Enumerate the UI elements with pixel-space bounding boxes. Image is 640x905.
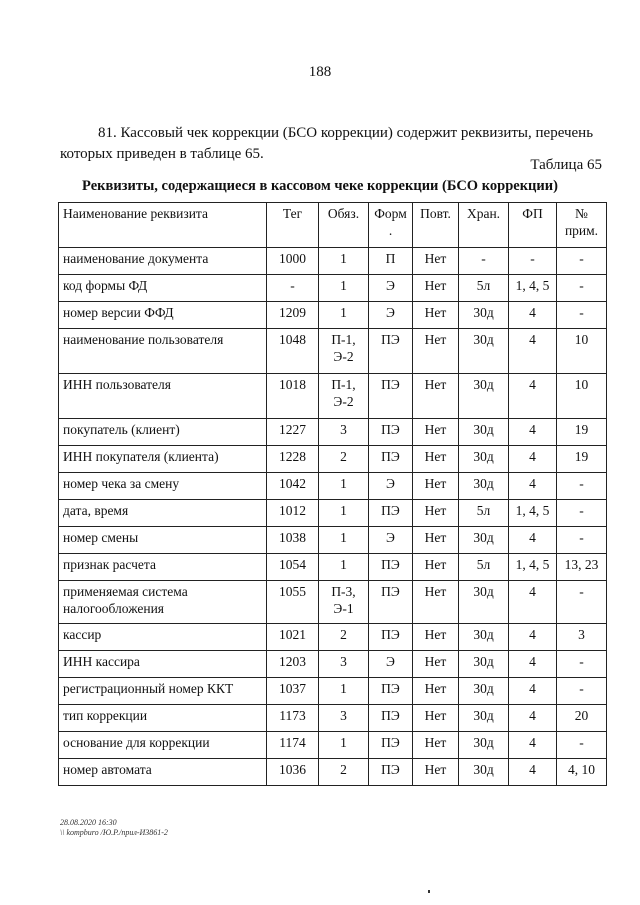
cell-form: ПЭ xyxy=(369,554,413,581)
cell-repeat: Нет xyxy=(413,624,459,651)
cell-note: 13, 23 xyxy=(557,554,607,581)
cell-name: регистрационный номер ККТ xyxy=(59,678,267,705)
cell-form: ПЭ xyxy=(369,732,413,759)
cell-tag: 1055 xyxy=(267,581,319,624)
cell-tag: - xyxy=(267,275,319,302)
cell-repeat: Нет xyxy=(413,302,459,329)
cell-storage: 5л xyxy=(459,500,509,527)
cell-tag: 1048 xyxy=(267,329,319,374)
cell-storage: 30д xyxy=(459,329,509,374)
cell-name: номер смены xyxy=(59,527,267,554)
cell-form: ПЭ xyxy=(369,419,413,446)
cell-storage: 30д xyxy=(459,581,509,624)
table-caption: Реквизиты, содержащиеся в кассовом чеке коррекции (БСО коррекции) xyxy=(82,178,558,194)
table-row xyxy=(59,374,607,419)
cell-name: покупатель (клиент) xyxy=(59,419,267,446)
table-row xyxy=(59,759,607,786)
cell-form: ПЭ xyxy=(369,678,413,705)
cell-obligatory: 1 xyxy=(319,732,369,759)
cell-name: наименование пользователя xyxy=(59,329,267,374)
cell-fp: 1, 4, 5 xyxy=(509,554,557,581)
cell-note: 3 xyxy=(557,624,607,651)
cell-form: Э xyxy=(369,651,413,678)
cell-name: кассир xyxy=(59,624,267,651)
cell-obligatory: 2 xyxy=(319,624,369,651)
cell-name: тип коррекции xyxy=(59,705,267,732)
cell-form: Э xyxy=(369,473,413,500)
table-row xyxy=(59,302,607,329)
cell-tag: 1037 xyxy=(267,678,319,705)
cell-obligatory: 1 xyxy=(319,554,369,581)
cell-form: ПЭ xyxy=(369,329,413,374)
cell-obligatory: 2 xyxy=(319,759,369,786)
header-fp: ФП xyxy=(509,203,557,248)
cell-storage: 30д xyxy=(459,732,509,759)
table-row xyxy=(59,500,607,527)
table-row xyxy=(59,248,607,275)
cell-name: номер чека за смену xyxy=(59,473,267,500)
table-row xyxy=(59,527,607,554)
cell-note: - xyxy=(557,678,607,705)
cell-storage: 30д xyxy=(459,759,509,786)
cell-obligatory: 1 xyxy=(319,473,369,500)
cell-fp: - xyxy=(509,248,557,275)
cell-tag: 1054 xyxy=(267,554,319,581)
cell-note: - xyxy=(557,732,607,759)
cell-form: ПЭ xyxy=(369,500,413,527)
table-row xyxy=(59,473,607,500)
cell-form: ПЭ xyxy=(369,759,413,786)
cell-fp: 4 xyxy=(509,624,557,651)
intro-paragraph xyxy=(60,123,605,165)
cell-note: - xyxy=(557,473,607,500)
scan-speck xyxy=(428,890,430,893)
cell-storage: 5л xyxy=(459,554,509,581)
cell-repeat: Нет xyxy=(413,651,459,678)
cell-name: код формы ФД xyxy=(59,275,267,302)
cell-form: ПЭ xyxy=(369,581,413,624)
cell-name: признак расчета xyxy=(59,554,267,581)
cell-storage: 30д xyxy=(459,678,509,705)
cell-storage: 30д xyxy=(459,705,509,732)
header-storage: Хран. xyxy=(459,203,509,248)
cell-storage: 5л xyxy=(459,275,509,302)
cell-obligatory: 1 xyxy=(319,275,369,302)
cell-repeat: Нет xyxy=(413,527,459,554)
cell-repeat: Нет xyxy=(413,554,459,581)
table-row xyxy=(59,446,607,473)
footer-path: \\ kompburo /Ю.Р./прил-ИЗ861-2 xyxy=(60,828,168,837)
cell-name: ИНН пользователя xyxy=(59,374,267,419)
requisites-table xyxy=(58,202,607,786)
table-reference: Таблица 65 xyxy=(530,157,602,173)
cell-obligatory: 1 xyxy=(319,248,369,275)
cell-fp: 4 xyxy=(509,651,557,678)
table-row xyxy=(59,651,607,678)
cell-name: основание для коррекции xyxy=(59,732,267,759)
table-row xyxy=(59,624,607,651)
cell-repeat: Нет xyxy=(413,500,459,527)
cell-repeat: Нет xyxy=(413,473,459,500)
cell-obligatory: П-1, Э-2 xyxy=(319,374,369,419)
cell-repeat: Нет xyxy=(413,248,459,275)
cell-tag: 1021 xyxy=(267,624,319,651)
cell-tag: 1000 xyxy=(267,248,319,275)
cell-name: применяемая система налогообложения xyxy=(59,581,267,624)
cell-form: Э xyxy=(369,527,413,554)
cell-form: ПЭ xyxy=(369,705,413,732)
table-row xyxy=(59,275,607,302)
intro-line-1: 81. Кассовый чек коррекции (БСО коррекции) содержит реквизиты, перечень xyxy=(98,125,594,141)
table-row xyxy=(59,581,607,624)
cell-storage: 30д xyxy=(459,302,509,329)
cell-storage: 30д xyxy=(459,473,509,500)
cell-fp: 4 xyxy=(509,446,557,473)
cell-fp: 4 xyxy=(509,705,557,732)
cell-name: наименование документа xyxy=(59,248,267,275)
table-row xyxy=(59,554,607,581)
cell-repeat: Нет xyxy=(413,419,459,446)
cell-note: - xyxy=(557,581,607,624)
footer-stamp xyxy=(60,818,168,838)
cell-name: номер автомата xyxy=(59,759,267,786)
header-name: Наименование реквизита xyxy=(59,203,267,248)
cell-obligatory: 1 xyxy=(319,678,369,705)
cell-note: 4, 10 xyxy=(557,759,607,786)
header-obligatory: Обяз. xyxy=(319,203,369,248)
table-row xyxy=(59,678,607,705)
cell-tag: 1174 xyxy=(267,732,319,759)
cell-name: ИНН покупателя (клиента) xyxy=(59,446,267,473)
cell-storage: 30д xyxy=(459,527,509,554)
cell-name: ИНН кассира xyxy=(59,651,267,678)
cell-note: - xyxy=(557,275,607,302)
cell-storage: 30д xyxy=(459,374,509,419)
intro-line-2: которых приведен в таблице 65. xyxy=(60,146,264,162)
cell-obligatory: 3 xyxy=(319,705,369,732)
cell-form: Э xyxy=(369,275,413,302)
cell-fp: 4 xyxy=(509,581,557,624)
cell-repeat: Нет xyxy=(413,732,459,759)
cell-tag: 1203 xyxy=(267,651,319,678)
cell-fp: 4 xyxy=(509,678,557,705)
header-repeat: Повт. xyxy=(413,203,459,248)
cell-tag: 1042 xyxy=(267,473,319,500)
cell-name: номер версии ФФД xyxy=(59,302,267,329)
cell-obligatory: 1 xyxy=(319,527,369,554)
cell-fp: 4 xyxy=(509,732,557,759)
cell-repeat: Нет xyxy=(413,581,459,624)
page-number: 188 xyxy=(308,64,332,80)
cell-obligatory: 1 xyxy=(319,302,369,329)
cell-note: 19 xyxy=(557,446,607,473)
table-row xyxy=(59,732,607,759)
cell-note: - xyxy=(557,248,607,275)
cell-storage: 30д xyxy=(459,419,509,446)
cell-fp: 4 xyxy=(509,374,557,419)
cell-fp: 4 xyxy=(509,759,557,786)
header-tag: Тег xyxy=(267,203,319,248)
footer-date: 28.08.2020 16:30 xyxy=(60,818,117,827)
cell-obligatory: 2 xyxy=(319,446,369,473)
cell-fp: 4 xyxy=(509,527,557,554)
cell-form: ПЭ xyxy=(369,624,413,651)
cell-note: - xyxy=(557,527,607,554)
cell-note: - xyxy=(557,651,607,678)
cell-fp: 4 xyxy=(509,419,557,446)
cell-obligatory: 3 xyxy=(319,419,369,446)
cell-storage: 30д xyxy=(459,624,509,651)
table-row xyxy=(59,705,607,732)
cell-fp: 1, 4, 5 xyxy=(509,500,557,527)
cell-tag: 1209 xyxy=(267,302,319,329)
header-note: № прим. xyxy=(557,203,607,248)
header-form: Форм . xyxy=(369,203,413,248)
cell-note: 10 xyxy=(557,329,607,374)
table-header-row xyxy=(59,203,607,248)
cell-tag: 1228 xyxy=(267,446,319,473)
cell-tag: 1018 xyxy=(267,374,319,419)
cell-obligatory: 3 xyxy=(319,651,369,678)
cell-form: П xyxy=(369,248,413,275)
cell-repeat: Нет xyxy=(413,759,459,786)
cell-tag: 1012 xyxy=(267,500,319,527)
cell-repeat: Нет xyxy=(413,446,459,473)
cell-note: - xyxy=(557,302,607,329)
cell-repeat: Нет xyxy=(413,678,459,705)
cell-note: - xyxy=(557,500,607,527)
cell-repeat: Нет xyxy=(413,374,459,419)
cell-form: ПЭ xyxy=(369,446,413,473)
cell-name: дата, время xyxy=(59,500,267,527)
cell-fp: 4 xyxy=(509,329,557,374)
cell-fp: 1, 4, 5 xyxy=(509,275,557,302)
cell-fp: 4 xyxy=(509,473,557,500)
cell-form: Э xyxy=(369,302,413,329)
cell-tag: 1173 xyxy=(267,705,319,732)
table-row xyxy=(59,329,607,374)
cell-note: 20 xyxy=(557,705,607,732)
cell-repeat: Нет xyxy=(413,705,459,732)
cell-obligatory: 1 xyxy=(319,500,369,527)
cell-tag: 1227 xyxy=(267,419,319,446)
cell-storage: - xyxy=(459,248,509,275)
cell-storage: 30д xyxy=(459,446,509,473)
cell-fp: 4 xyxy=(509,302,557,329)
cell-obligatory: П-1, Э-2 xyxy=(319,329,369,374)
cell-repeat: Нет xyxy=(413,275,459,302)
cell-note: 19 xyxy=(557,419,607,446)
cell-storage: 30д xyxy=(459,651,509,678)
cell-note: 10 xyxy=(557,374,607,419)
cell-obligatory: П-3, Э-1 xyxy=(319,581,369,624)
cell-form: ПЭ xyxy=(369,374,413,419)
cell-repeat: Нет xyxy=(413,329,459,374)
cell-tag: 1036 xyxy=(267,759,319,786)
table-row xyxy=(59,419,607,446)
cell-tag: 1038 xyxy=(267,527,319,554)
